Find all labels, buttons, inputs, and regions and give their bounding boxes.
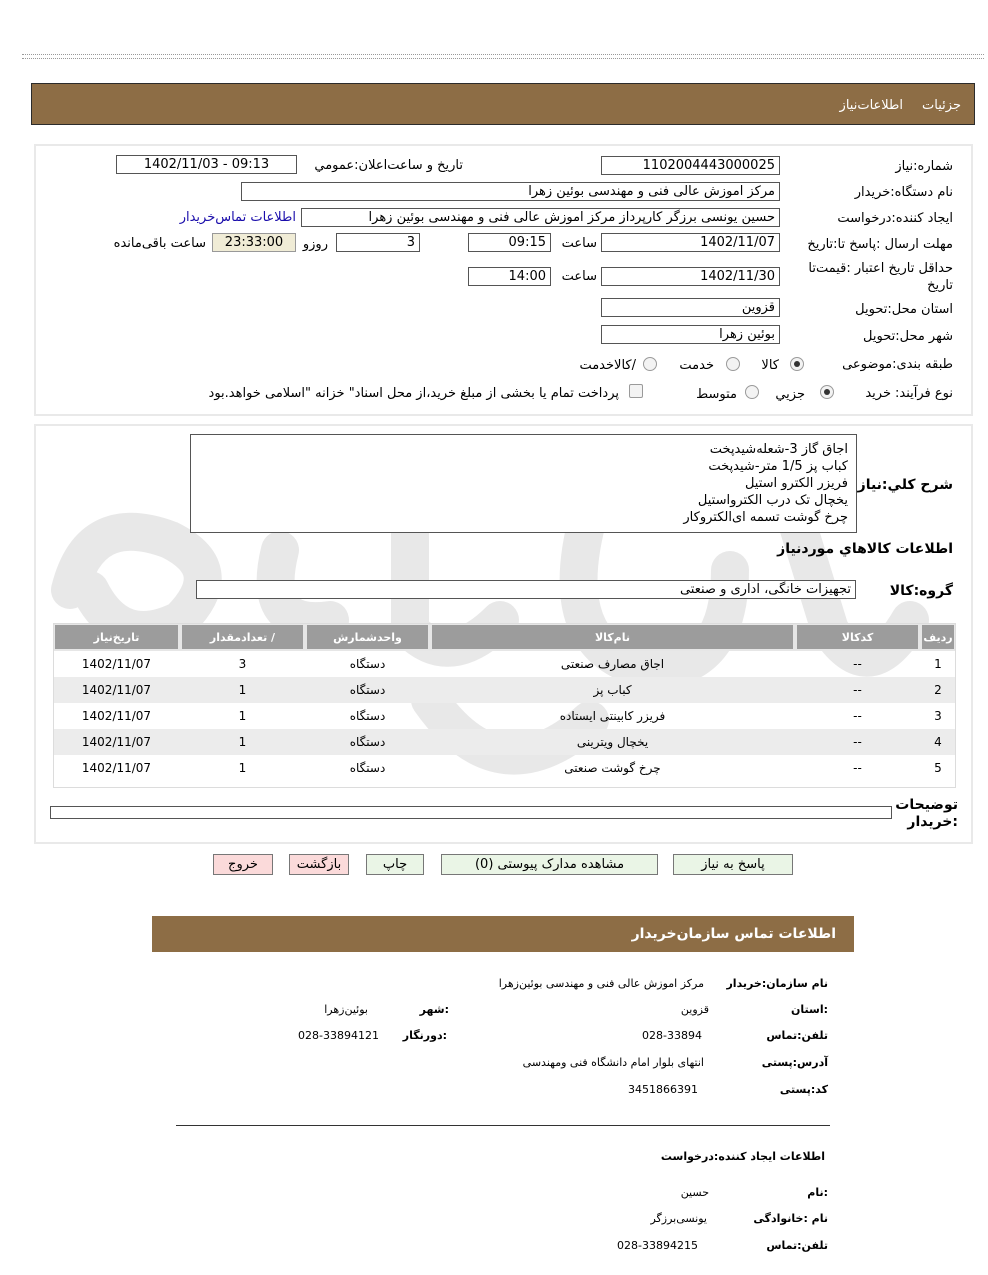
cell-date: 1402/11/07	[81, 709, 152, 723]
cell-code: --	[795, 677, 920, 703]
creator-info-title: اطلاعات ایجاد کننده:درخواست	[660, 1150, 825, 1163]
group-field: تجهیزات خانگی، اداری و صنعتی	[196, 580, 856, 599]
cell-row: 4	[920, 729, 956, 755]
announce-label: تاریخ و ساعت‌اعلان:عمومي	[314, 158, 463, 173]
reply-button[interactable]: پاسخ به نیاز	[673, 854, 793, 875]
goods-info-title: اطلاعات کالاهاي موردنیاز	[777, 541, 953, 557]
cell-date: 1402/11/07	[53, 677, 180, 703]
cell-qty: 1	[180, 729, 305, 755]
cell-unit: دستگاه	[349, 761, 386, 775]
process-partial-radio[interactable]	[820, 385, 834, 399]
validity-date-field: 1402/11/30	[601, 267, 780, 286]
back-button[interactable]: بازگشت	[289, 854, 349, 875]
creator-label: ایجاد کننده:درخواست	[837, 211, 953, 226]
page-header-bar	[31, 83, 975, 125]
cell-qty: 1	[238, 709, 247, 723]
exit-button[interactable]: خروج	[213, 854, 273, 875]
description-line: چرخ گوشت تسمه ای‌الکتروکار	[683, 510, 848, 525]
cell-code: --	[853, 709, 862, 723]
process-partial-label: جزیي	[775, 387, 805, 402]
province-label: استان محل:تحویل	[855, 302, 953, 317]
description-line: کباب پز 1/5 متر-شیدپخت	[708, 459, 848, 474]
tab-details[interactable]: جزئیات	[922, 98, 961, 113]
cell-qty: 3	[238, 657, 247, 671]
table-header-row	[53, 623, 956, 651]
validity-label: حداقل تاریخ اعتبار :قیمت‌تا تاریخ	[808, 261, 953, 293]
buyer-notes-field	[50, 806, 892, 819]
category-service-label: خدمت	[679, 358, 714, 373]
deadline-time-field: 09:15	[468, 233, 551, 252]
items-table	[53, 623, 956, 781]
cell-qty: 1	[238, 761, 247, 775]
process-medium-label: متوسط	[696, 387, 737, 402]
table-row	[53, 755, 956, 781]
col-code: کدکالا	[795, 623, 920, 651]
view-attachments-button[interactable]: مشاهده مدارک پیوستی (0)	[441, 854, 658, 875]
col-date: تاریخ‌نیاز	[53, 623, 180, 651]
contact-phone-value: 028-33894	[642, 1029, 702, 1042]
buyer-org-field: مرکز اموزش عالی فنی و مهندسی بوئین زهرا	[241, 182, 780, 201]
org-name-value: مرکز اموزش عالی فنی و مهندسی بوئین‌زهرا	[498, 977, 704, 990]
table-row	[53, 651, 956, 677]
category-goods-radio[interactable]	[790, 357, 804, 371]
cell-name: یخچال ویترینی	[430, 729, 795, 755]
buyer-notes-label: توضیحات :خریدار	[895, 797, 958, 830]
buyer-org-label: نام دستگاه:خریدار	[854, 185, 953, 200]
city-label: شهر محل:تحویل	[863, 329, 953, 344]
process-medium-radio[interactable]	[745, 385, 759, 399]
table-row	[53, 729, 956, 755]
cell-row: 5	[934, 761, 942, 775]
cell-date: 1402/11/07	[81, 761, 152, 775]
cell-row: 1	[934, 657, 942, 671]
process-buy-label: خرید	[865, 386, 891, 401]
description-line: اجاق گاز 3-شعله‌شیدپخت	[709, 442, 848, 457]
days-label: روزو	[302, 237, 328, 252]
description-label: شرح کلي:نیاز	[857, 477, 953, 493]
contact-section-header	[152, 916, 854, 952]
group-label: گروه:کالا	[889, 583, 953, 599]
print-button[interactable]: چاپ	[366, 854, 424, 875]
treasury-payment-checkbox[interactable]	[629, 384, 643, 398]
cell-name: چرخ گوشت صنعتی	[564, 761, 661, 775]
creator-name-label: :نام	[807, 1186, 828, 1199]
contact-city-label: :شهر	[419, 1003, 449, 1016]
contact-divider	[176, 1125, 830, 1126]
cell-name: فریزر کابینتی ایستاده	[559, 709, 666, 723]
cell-date: 1402/11/07	[53, 729, 180, 755]
col-qty: / تعدادمقدار	[180, 623, 305, 651]
col-name: نام‌کالا	[430, 623, 795, 651]
days-field: 3	[336, 233, 420, 252]
cell-qty: 1	[180, 677, 305, 703]
contact-province-label: :استان	[791, 1003, 828, 1016]
contact-fax-label: :دورنگار	[402, 1029, 447, 1042]
top-divider	[22, 54, 984, 59]
contact-phone-label: تلفن:تماس	[766, 1029, 828, 1042]
creator-family-value: یونسی‌برزگر	[650, 1212, 707, 1225]
creator-phone-value: 028-33894215	[617, 1239, 698, 1252]
city-field: بوئین زهرا	[601, 325, 780, 344]
cell-date: 1402/11/07	[81, 657, 152, 671]
cell-name: کباب پز	[430, 677, 795, 703]
remaining-label: ساعت باقی‌مانده	[113, 236, 206, 251]
deadline-time-label: ساعت	[561, 236, 597, 251]
deadline-label: مهلت ارسال :پاسخ تا:تاریخ	[807, 237, 953, 252]
category-goods-label: کالا	[761, 358, 779, 373]
cell-code: --	[853, 761, 862, 775]
cell-row: 3	[934, 709, 942, 723]
category-service-radio[interactable]	[726, 357, 740, 371]
description-line: فریزر الکترو استیل	[744, 476, 848, 491]
tab-need-info[interactable]: اطلاعات‌نیاز	[839, 98, 903, 113]
creator-name-value: حسین	[680, 1186, 709, 1199]
need-number-label: شماره:نیاز	[895, 159, 953, 174]
cell-code: --	[853, 657, 862, 671]
col-unit: واحدشمارش	[305, 623, 430, 651]
contact-postal-value: 3451866391	[628, 1083, 698, 1096]
contact-fax-value: 028-33894121	[298, 1029, 379, 1042]
cell-unit: دستگاه	[305, 729, 430, 755]
table-row	[53, 677, 956, 703]
cell-code: --	[795, 729, 920, 755]
description-line: یخچال تک درب الکترواستیل	[697, 493, 848, 508]
deadline-date-field: 1402/11/07	[601, 233, 780, 252]
cell-row: 2	[920, 677, 956, 703]
contact-province-value: قزوین	[680, 1003, 709, 1016]
col-row: ردیف	[920, 623, 956, 651]
announce-field: 1402/11/03 - 09:13	[116, 155, 297, 174]
buyer-contact-link[interactable]: اطلاعات تماس‌خریدار	[179, 210, 296, 225]
cell-unit: دستگاه	[305, 677, 430, 703]
contact-section-title: اطلاعات تماس سازمان‌خریدار	[631, 926, 836, 942]
contact-postal-label: کد:پستی	[779, 1083, 828, 1096]
org-name-label: نام سازمان:خریدار	[726, 977, 828, 990]
province-field: قزوین	[601, 298, 780, 317]
creator-field: حسین یونسی برزگر کارپرداز مرکز اموزش عالی فنی و مهندسی بوئین زهرا	[301, 208, 780, 227]
creator-phone-label: تلفن:تماس	[766, 1239, 828, 1252]
validity-time-label: ساعت	[561, 269, 597, 284]
cell-name: اجاق مصارف صنعتی	[560, 657, 665, 671]
validity-time-field: 14:00	[468, 267, 551, 286]
category-both-label: /کالاخدمت	[579, 358, 636, 373]
cell-unit: دستگاه	[349, 657, 386, 671]
process-type-label: نوع فرآیند:	[895, 386, 953, 401]
contact-address-label: آدرس:پستی	[761, 1056, 828, 1069]
remaining-time-field: 23:33:00	[212, 233, 296, 252]
contact-city-value: بوئین‌زهرا	[324, 1003, 368, 1016]
contact-address-value: انتهای بلوار امام دانشگاه فنی ومهندسی	[522, 1056, 704, 1069]
creator-family-label: نام :خانوادگی	[753, 1212, 828, 1225]
description-text	[190, 434, 857, 533]
table-row	[53, 703, 956, 729]
cell-unit: دستگاه	[349, 709, 386, 723]
category-both-radio[interactable]	[643, 357, 657, 371]
treasury-payment-note: پرداخت تمام یا بخشی از مبلغ خرید،از محل اسناد" خزانه "اسلامی خواهد.بود	[208, 386, 619, 401]
category-label: طبقه بندی:موضوعی	[842, 357, 953, 372]
need-number-field: 1102004443000025	[601, 156, 780, 175]
